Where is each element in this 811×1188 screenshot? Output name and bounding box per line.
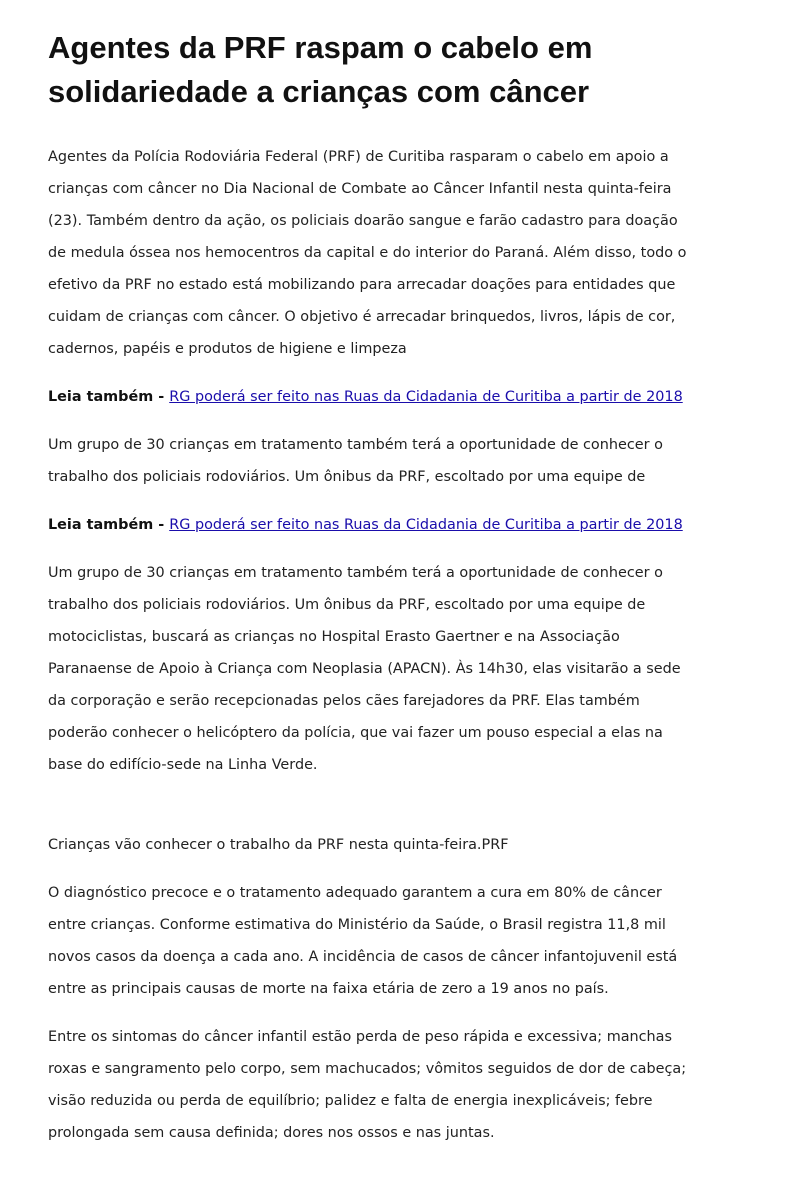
article-paragraph-5: Entre os sintomas do câncer infantil estão perda de peso rápida e excessiva; manchas roxas e sangramento pelo corpo, sem machucados; vômitos seguidos de dor de cabeça; visão reduzida ou perda de equilíbrio; palidez e falta de energia inexplicáveis; febre prolongada sem causa definida; dores nos ossos e nas juntas. bbox=[48, 1029, 687, 1141]
read-also-1 bbox=[48, 381, 693, 413]
image-caption: Crianças vão conhecer o trabalho da PRF nesta quinta-feira.PRF bbox=[48, 837, 509, 853]
read-also-label: Leia também - bbox=[48, 389, 170, 405]
article-paragraph-4: O diagnóstico precoce e o tratamento adequado garantem a cura em 80% de câncer entre crianças. Conforme estimativa do Ministério da Saúde, o Brasil registra 11,8 mil novos casos da doença a cada ano. A incidência de casos de câncer infantojuvenil está entre as principais causas de morte na faixa etária de zero a 19 anos no país. bbox=[48, 885, 678, 997]
image-spacer bbox=[48, 797, 693, 829]
article bbox=[48, 26, 693, 1165]
article-paragraph-3: Um grupo de 30 crianças em tratamento também terá a oportunidade de conhecer o trabalho dos policiais rodoviários. Um ônibus da PRF, escoltado por uma equipe de motociclistas, buscará as crianças no Hospital Erasto Gaertner e na Associação Paranaense de Apoio à Criança com Neoplasia (APACN). Às 14h30, elas visitarão a sede da corporação e serão recepcionadas pelos cães farejadores da PRF. Elas também poderão conhecer o helicóptero da polícia, que vai fazer um pouso especial a elas na base do edifício-sede na Linha Verde. bbox=[48, 565, 681, 773]
article-title: Agentes da PRF raspam o cabelo em solidariedade a crianças com câncer bbox=[48, 30, 593, 109]
read-also-link-2[interactable]: RG poderá ser feito nas Ruas da Cidadania de Curitiba a partir de 2018 bbox=[169, 517, 683, 533]
read-also-label: Leia também - bbox=[48, 517, 170, 533]
read-also-link-1[interactable]: RG poderá ser feito nas Ruas da Cidadania de Curitiba a partir de 2018 bbox=[169, 389, 683, 405]
article-paragraph-2: Um grupo de 30 crianças em tratamento também terá a oportunidade de conhecer o trabalho dos policiais rodoviários. Um ônibus da PRF, escoltado por uma equipe de bbox=[48, 437, 663, 485]
read-also-2 bbox=[48, 509, 693, 541]
article-paragraph-1: Agentes da Polícia Rodoviária Federal (PRF) de Curitiba rasparam o cabelo em apoio a crianças com câncer no Dia Nacional de Combate ao Câncer Infantil nesta quinta-feira (23). Também dentro da ação, os policiais doarão sangue e farão cadastro para doação de medula óssea nos hemocentros da capital e do interior do Paraná. Além disso, todo o efetivo da PRF no estado está mobilizando para arrecadar doações para entidades que cuidam de crianças com câncer. O objetivo é arrecadar brinquedos, livros, lápis de cor, cadernos, papéis e produtos de higiene e limpeza bbox=[48, 149, 687, 357]
